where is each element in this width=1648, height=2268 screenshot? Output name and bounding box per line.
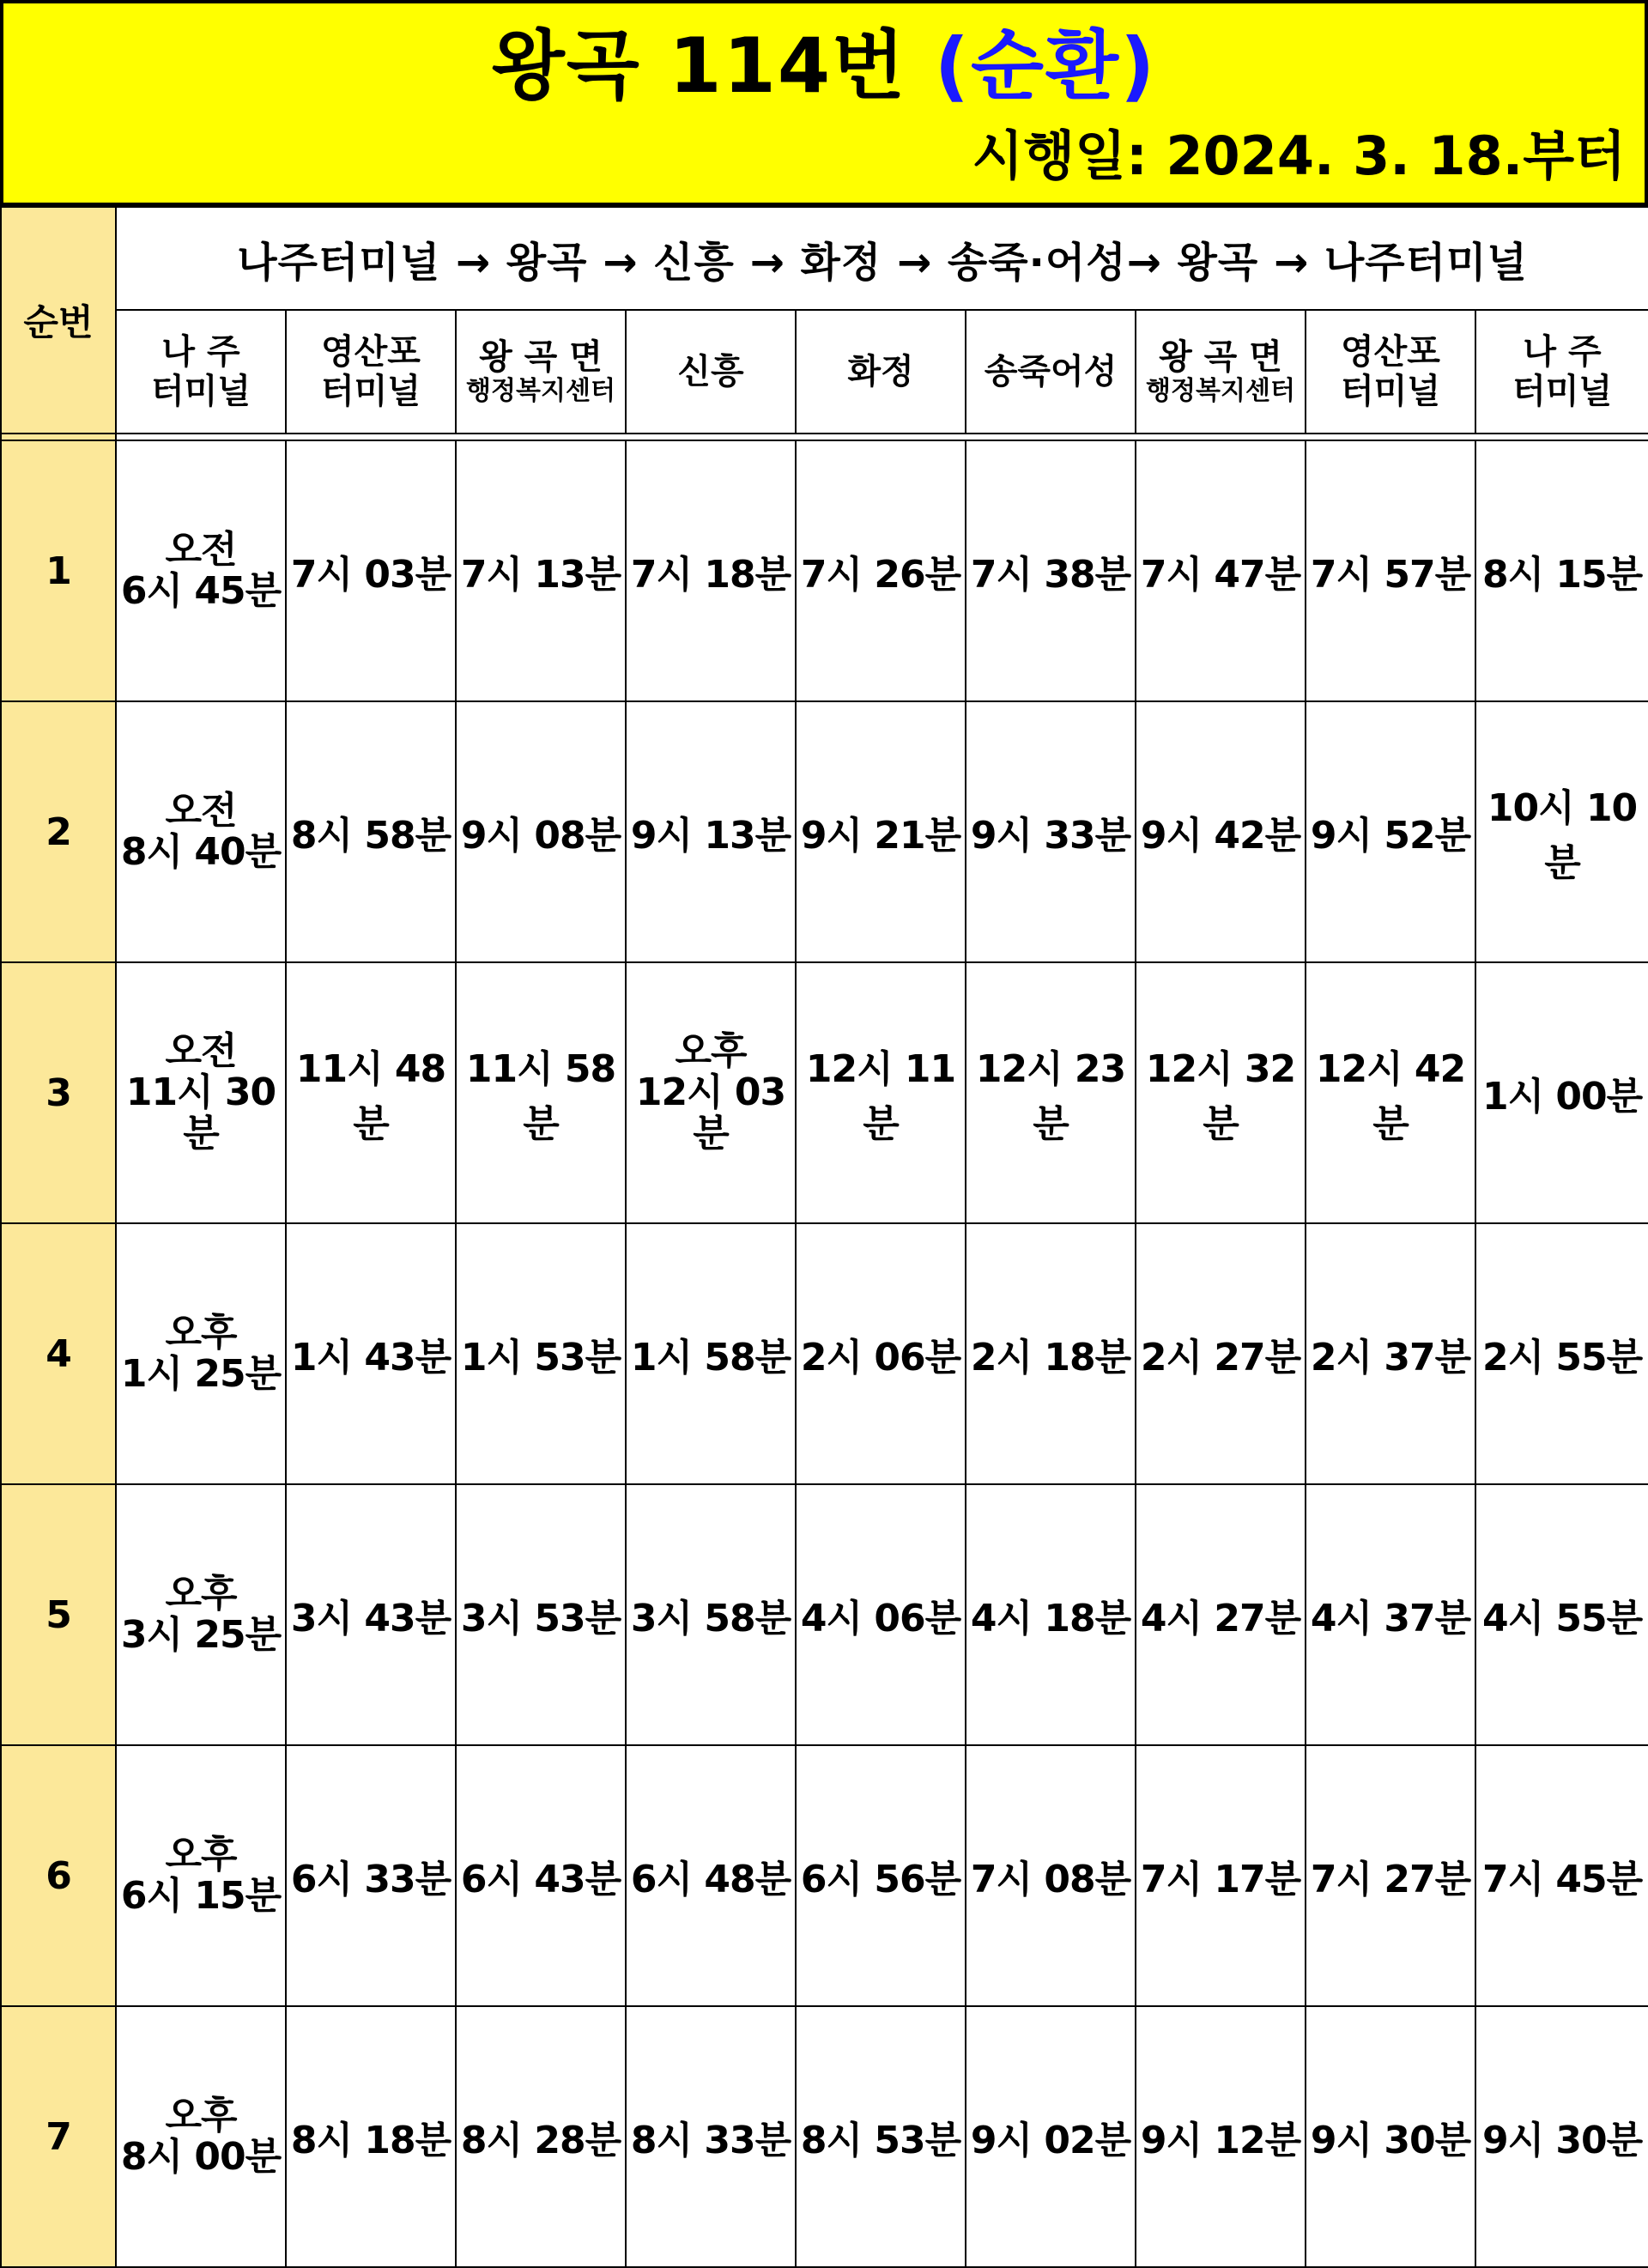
stop-time: 12시 11분: [796, 962, 966, 1223]
separator-cell: [116, 434, 1648, 440]
stop-time: 1시 43분: [286, 1223, 456, 1484]
stop-time: 4시 37분: [1306, 1484, 1475, 1745]
stop-time: 3시 43분: [286, 1484, 456, 1745]
stop-time: 1시 53분: [456, 1223, 626, 1484]
order-number: 2: [1, 701, 116, 962]
stop-time: 8시 18분: [286, 2006, 456, 2267]
departure-period: 오전: [165, 789, 237, 833]
stop-time: 6시 48분: [626, 1745, 796, 2006]
stop-time: 7시 27분: [1306, 1745, 1475, 2006]
table-row: [1, 1484, 1648, 1745]
separator-cell: [1, 434, 116, 440]
stop-time: 7시 26분: [796, 440, 966, 701]
stop-time: 8시 28분: [456, 2006, 626, 2267]
stop-header: [966, 310, 1136, 434]
stop-header: [796, 310, 966, 434]
stop-time: 12시 32분: [1136, 962, 1306, 1223]
order-number: 4: [1, 1223, 116, 1484]
stop-time: 11시 58분: [456, 962, 626, 1223]
header-separator: [1, 434, 1648, 440]
stop-header: [116, 310, 286, 434]
table-row: [1, 1745, 1648, 2006]
stop-time: 9시 21분: [796, 701, 966, 962]
stop-time: 12시 23분: [966, 962, 1136, 1223]
stop-time: 2시 27분: [1136, 1223, 1306, 1484]
departure-time: [116, 440, 286, 701]
stop-time: 2시 18분: [966, 1223, 1136, 1484]
stop-time: [626, 962, 796, 1223]
stop-name-sub: 행정복지센터: [1146, 376, 1295, 406]
stop-header: [626, 310, 796, 434]
table-row: [1, 1223, 1648, 1484]
route-name: 왕곡 114번: [491, 21, 907, 110]
stop-time: 1시 58분: [626, 1223, 796, 1484]
stop-time: 7시 38분: [966, 440, 1136, 701]
stop-time: 4시 18분: [966, 1484, 1136, 1745]
stop-name: 왕 곡 면: [479, 337, 603, 377]
title-banner: [0, 0, 1648, 206]
stop-time: 12시 42분: [1306, 962, 1475, 1223]
departure-period: 오후: [165, 1833, 237, 1877]
stop-name: 영산포: [1341, 332, 1440, 372]
table-row: [1, 2006, 1648, 2267]
departure-period: 오후: [165, 1572, 237, 1616]
stop-time: 7시 03분: [286, 440, 456, 701]
order-number: 7: [1, 2006, 116, 2267]
stop-time: 7시 18분: [626, 440, 796, 701]
stops-header-row: [1, 310, 1648, 434]
departure-time: [116, 1223, 286, 1484]
stop-time: 6시 56분: [796, 1745, 966, 2006]
order-number: 1: [1, 440, 116, 701]
departure-clock: 3시 25분: [120, 1613, 282, 1657]
stop-time: 6시 33분: [286, 1745, 456, 2006]
stop-time: 8시 15분: [1475, 440, 1648, 701]
stop-time: 10시 10분: [1475, 701, 1648, 962]
stop-time: 11시 48분: [286, 962, 456, 1223]
stop-time: 7시 47분: [1136, 440, 1306, 701]
stop-name: 화정: [847, 352, 914, 391]
stop-time: 9시 52분: [1306, 701, 1475, 962]
departure-time: [116, 701, 286, 962]
departure-clock: 8시 00분: [120, 2135, 282, 2179]
stop-time: 7시 45분: [1475, 1745, 1648, 2006]
stop-header: [456, 310, 626, 434]
stop-time: 3시 53분: [456, 1484, 626, 1745]
stop-name-sub: 행정복지센터: [466, 376, 615, 406]
table-row: [1, 701, 1648, 962]
stop-header: [286, 310, 456, 434]
stop-time: 7시 08분: [966, 1745, 1136, 2006]
stop-time: 3시 58분: [626, 1484, 796, 1745]
departure-time: [116, 1484, 286, 1745]
time-line: 오후: [675, 1029, 747, 1073]
stop-name: 나 주: [161, 332, 240, 372]
effective-date: 시행일: 2024. 3. 18.부터: [972, 124, 1626, 187]
stop-time: 9시 08분: [456, 701, 626, 962]
route-type: (순환): [934, 21, 1157, 110]
stop-name: 왕 곡 면: [1159, 337, 1282, 377]
stop-time: 8시 58분: [286, 701, 456, 962]
stop-time: 9시 30분: [1475, 2006, 1648, 2267]
route-path: 나주터미널 → 왕곡 → 신흥 → 화정 → 송죽·어성→ 왕곡 → 나주터미널: [116, 207, 1648, 310]
order-number: 5: [1, 1484, 116, 1745]
stop-name: 나 주: [1523, 332, 1602, 372]
departure-clock: 6시 15분: [120, 1874, 282, 1918]
stop-time: 9시 02분: [966, 2006, 1136, 2267]
stop-time: 2시 55분: [1475, 1223, 1648, 1484]
stop-name: 송죽어성: [984, 352, 1118, 391]
stop-time: 4시 06분: [796, 1484, 966, 1745]
stop-time: 2시 06분: [796, 1223, 966, 1484]
stop-time: 4시 55분: [1475, 1484, 1648, 1745]
stop-time: 9시 33분: [966, 701, 1136, 962]
stop-time: 6시 43분: [456, 1745, 626, 2006]
stop-time: 8시 53분: [796, 2006, 966, 2267]
stop-time: 9시 12분: [1136, 2006, 1306, 2267]
stop-time: 7시 57분: [1306, 440, 1475, 701]
departure-time: [116, 1745, 286, 2006]
time-line: 12시 03분: [635, 1070, 786, 1155]
stop-header: [1306, 310, 1475, 434]
stop-time: 7시 13분: [456, 440, 626, 701]
departure-period: 오전: [165, 528, 237, 572]
stop-time: 9시 13분: [626, 701, 796, 962]
table-row: [1, 440, 1648, 701]
stop-name: 신흥: [677, 352, 744, 391]
departure-clock: 11시 30분: [125, 1070, 276, 1155]
stop-time: 9시 30분: [1306, 2006, 1475, 2267]
stop-time: 2시 37분: [1306, 1223, 1475, 1484]
stop-name-sub: 터미널: [151, 372, 251, 411]
stop-time: 4시 27분: [1136, 1484, 1306, 1745]
departure-period: 오후: [165, 2094, 237, 2138]
page-title: [3, 19, 1645, 113]
departure-time: [116, 2006, 286, 2267]
stop-time: 1시 00분: [1475, 962, 1648, 1223]
stop-name-sub: 터미널: [1341, 372, 1440, 411]
order-number: 3: [1, 962, 116, 1223]
order-header: 순번: [1, 207, 116, 434]
stop-time: 9시 42분: [1136, 701, 1306, 962]
stop-name-sub: 터미널: [1512, 372, 1612, 411]
departure-clock: 6시 45분: [120, 569, 282, 613]
stop-header: [1136, 310, 1306, 434]
departure-clock: 8시 40분: [120, 830, 282, 874]
route-header-row: [1, 207, 1648, 310]
stop-name-sub: 터미널: [321, 372, 421, 411]
schedule-table: [0, 206, 1648, 2268]
stop-name: 영산포: [321, 332, 421, 372]
stop-time: 8시 33분: [626, 2006, 796, 2267]
stop-time: 7시 17분: [1136, 1745, 1306, 2006]
stop-header: [1475, 310, 1648, 434]
table-row: [1, 962, 1648, 1223]
departure-period: 오후: [165, 1311, 237, 1355]
departure-clock: 1시 25분: [120, 1352, 282, 1396]
order-number: 6: [1, 1745, 116, 2006]
departure-time: [116, 962, 286, 1223]
departure-period: 오전: [165, 1029, 237, 1073]
